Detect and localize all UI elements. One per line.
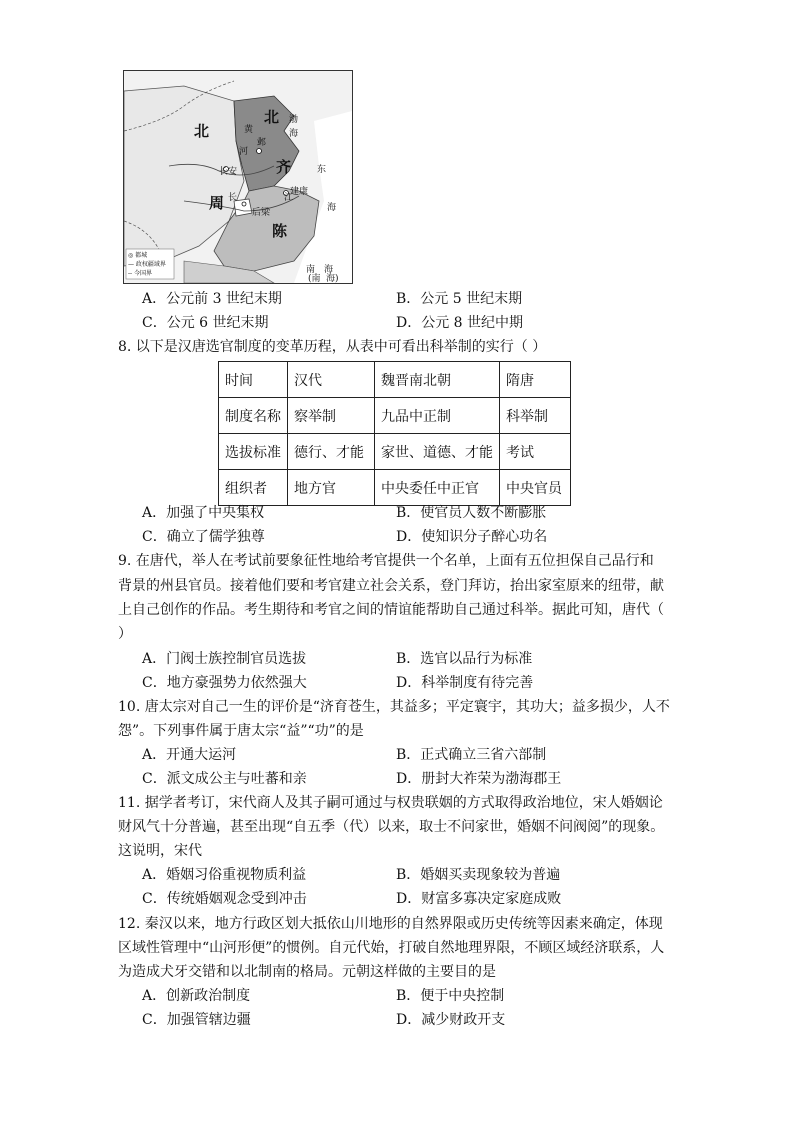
table-cell: 家世、道德、才能 (375, 434, 500, 470)
table-cell: 中央委任中正官 (375, 470, 500, 506)
q9-option-d[interactable]: D．科举制度有待完善 (396, 675, 534, 691)
map-label-beizhou-1: 北 (194, 122, 210, 140)
q9-option-a[interactable]: A．门阀士族控制官员选拔 (142, 651, 307, 667)
map-legend-border: — 政权疆域界 (128, 261, 166, 268)
map-label-huang: 黄 (244, 125, 254, 135)
q7-option-d[interactable]: D．公元 8 世纪中期 (396, 315, 524, 331)
q11-stem-line: 财风气十分普遍，甚至出现“自五季（代）以来，取士不问家世，婚姻不问阀阅”的现象。 (118, 819, 665, 835)
q8-option-a[interactable]: A．加强了中央集权 (142, 505, 265, 521)
q10-option-a[interactable]: A．开通大运河 (142, 747, 237, 763)
table-row (219, 362, 571, 398)
q11-option-a[interactable]: A．婚姻习俗重视物质利益 (142, 867, 307, 883)
q8-option-d[interactable]: D．使知识分子醉心功名 (396, 529, 548, 545)
q9-option-c[interactable]: C．地方豪强势力依然强大 (142, 675, 307, 691)
q12-option-c[interactable]: C．加强管辖边疆 (142, 1012, 251, 1028)
table-cell: 德行、才能 (288, 434, 375, 470)
map-label-chen: 陈 (272, 222, 288, 240)
q7-option-b[interactable]: B．公元 5 世纪末期 (396, 291, 523, 307)
map-label-jiang: 江 (284, 193, 294, 203)
map-label-nanhai-3: (南 (308, 274, 321, 284)
table-cell: 时间 (219, 362, 288, 398)
map-label-he: 河 (239, 147, 249, 157)
map-label-dong: 东 (317, 165, 327, 175)
q8-option-b[interactable]: B．使官员人数不断膨胀 (396, 505, 547, 521)
map-label-chang: 长 (228, 193, 238, 203)
map-label-nanhai-4: 海) (326, 274, 339, 284)
q11-option-b[interactable]: B．婚姻买卖现象较为普遍 (396, 867, 561, 883)
map-label-jiankang: 建康 (290, 187, 309, 197)
map-label-ye: 邺 (257, 138, 267, 148)
q12-stem-line: 为造成犬牙交错和以北制南的格局。元朝这样做的主要目的是 (118, 964, 496, 980)
table-cell: 汉代 (288, 362, 375, 398)
table-cell: 魏晋南北朝 (375, 362, 500, 398)
q9-option-b[interactable]: B．选官以品行为标准 (396, 651, 533, 667)
q10-stem-line: 10. 唐太宗对自己一生的评价是“济育苍生，其益多；平定寰宇，其功大；益多损少，人不 (118, 699, 670, 715)
q10-option-c[interactable]: C．派文成公主与吐蕃和亲 (142, 771, 307, 787)
map-label-beiqi-2: 齐 (276, 158, 292, 176)
map-legend-capital: ◎ 都城 (128, 252, 148, 259)
table-cell: 考试 (500, 434, 571, 470)
table-row (219, 398, 571, 434)
map-label-beizhou-2: 周 (209, 194, 225, 212)
q11-stem-line: 11. 据学者考订，宋代商人及其子嗣可通过与权贵联姻的方式取得政治地位，宋人婚姻论 (118, 795, 663, 811)
table-cell: 地方官 (288, 470, 375, 506)
map-label-hai: 海 (327, 203, 337, 213)
map-figure (123, 70, 353, 284)
q9-stem-line: 9. 在唐代，举人在考试前要象征性地给考官提供一个名单，上面有五位担保自己品行和 (118, 553, 654, 569)
map-label-beiqi-1: 北 (264, 108, 280, 126)
map-label-nanhai-1: 南 (306, 265, 316, 275)
selection-table (218, 361, 571, 506)
q12-stem-line: 区域性管理中“山河形便”的惯例。自元代始，打破自然地理界限，不顾区域经济联系，人 (118, 940, 665, 956)
q9-stem-line: 背景的州县官员。接着他们要和考官建立社会关系，登门拜访，抬出家室原来的纽带，献 (118, 578, 664, 594)
q8-option-c[interactable]: C．确立了儒学独尊 (142, 529, 265, 545)
table-cell: 九品中正制 (375, 398, 500, 434)
map-drawing (124, 71, 352, 283)
q12-option-b[interactable]: B．便于中央控制 (396, 988, 505, 1004)
table-cell: 制度名称 (219, 398, 288, 434)
map-label-houliang: 后梁 (252, 208, 271, 218)
q11-option-c[interactable]: C．传统婚姻观念受到冲击 (142, 891, 307, 907)
map-label-bohai-2: 海 (289, 129, 299, 139)
map-label-changan: 长安 (219, 167, 238, 177)
table-cell: 察举制 (288, 398, 375, 434)
q9-stem-line: ） (118, 626, 132, 642)
q12-option-a[interactable]: A．创新政治制度 (142, 988, 251, 1004)
table-row (219, 470, 571, 506)
map-legend-national-border: -- 今国界 (128, 270, 152, 277)
q9-stem-line: 上自己创作的作品。考生期待和考官之间的情谊能帮助自己通过科举。据此可知，唐代（ (118, 602, 664, 618)
q11-stem-line: 这说明，宋代 (118, 843, 202, 859)
q8-stem: 8. 以下是汉唐选官制度的变革历程，从表中可看出科举制的实行（ ） (118, 339, 547, 355)
map-label-nanhai-2: 海 (324, 265, 334, 275)
q10-option-d[interactable]: D．册封大祚荣为渤海郡王 (396, 771, 562, 787)
q7-option-a[interactable]: A．公元前 3 世纪末期 (142, 291, 282, 307)
table-cell: 中央官员 (500, 470, 571, 506)
q7-option-c[interactable]: C．公元 6 世纪末期 (142, 315, 269, 331)
table-cell: 选拔标准 (219, 434, 288, 470)
map-label-bohai-1: 渤 (289, 115, 299, 125)
table-cell: 组织者 (219, 470, 288, 506)
table-cell: 科举制 (500, 398, 571, 434)
q11-option-d[interactable]: D．财富多寡决定家庭成败 (396, 891, 562, 907)
q12-stem-line: 12. 秦汉以来，地方行政区划大抵依山川地形的自然界限或历史传统等因素来确定，体现 (118, 916, 663, 932)
q12-option-d[interactable]: D．减少财政开支 (396, 1012, 506, 1028)
table-row (219, 434, 571, 470)
q10-option-b[interactable]: B．正式确立三省六部制 (396, 747, 547, 763)
table-cell: 隋唐 (500, 362, 571, 398)
q10-stem-line: 怨”。下列事件属于唐太宗“益”“功”的是 (118, 723, 364, 739)
